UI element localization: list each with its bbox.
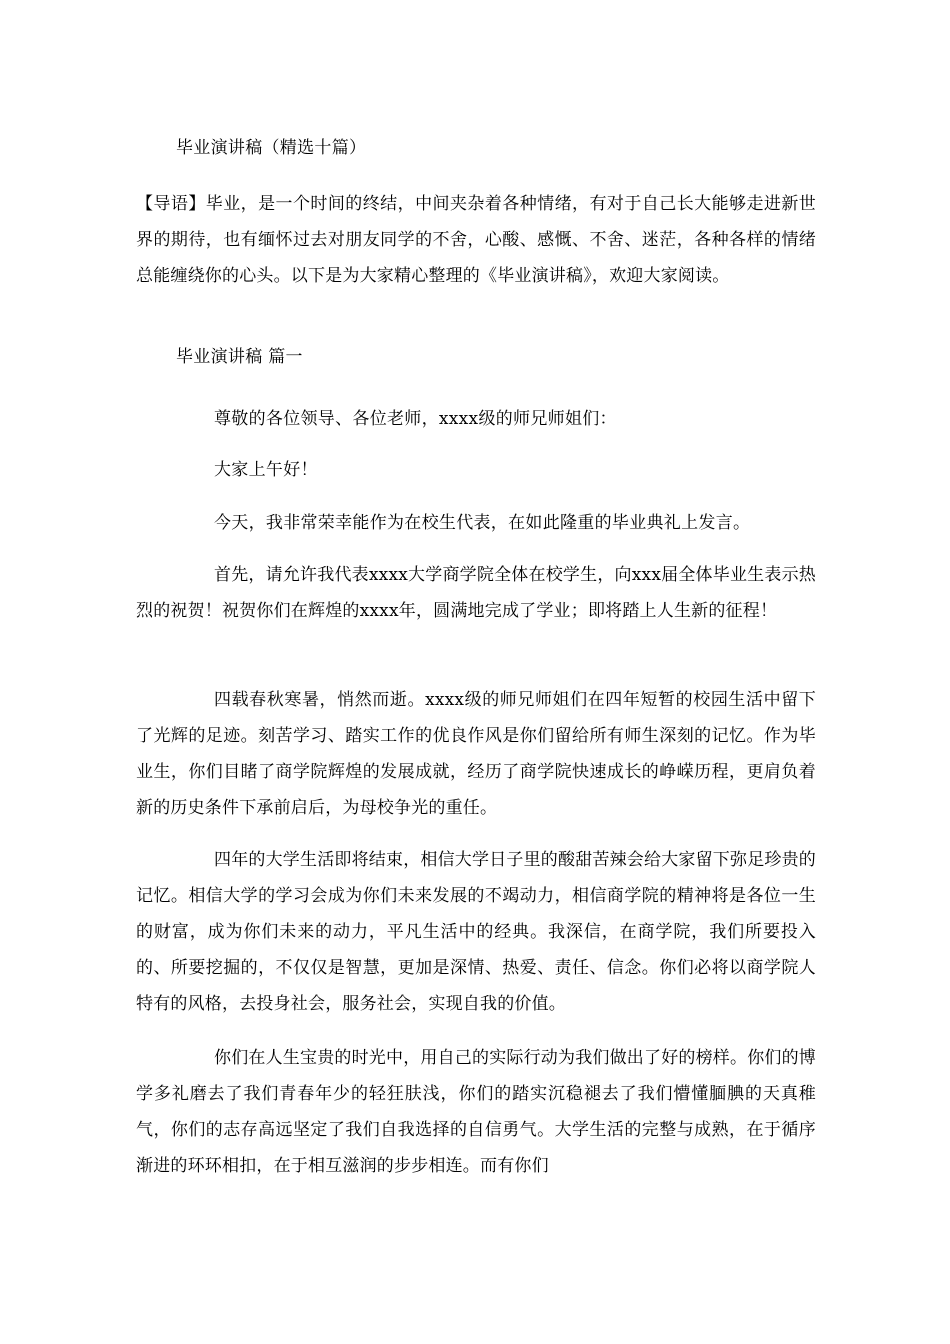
document-title: 毕业演讲稿（精选十篇） [176,138,367,158]
body-paragraph: 今天，我非常荣幸能作为在校生代表，在如此隆重的毕业典礼上发言。 [214,513,751,533]
body-paragraph: 四载春秋寒暑，悄然而逝。xxxx级的师兄师姐们在四年短暂的校园生活中留下了光辉的足迹。刻苦学习、踏实工作的优良作风是你们留给所有师生深刻的记忆。作为毕业生，你们目睹了商学院辉煌的发展成就，经历了商学院快速成长的峥嵘历程，更肩负着新的历史条件下承前启后，为母校争光的重任。 [136,690,816,818]
body-paragraph: 你们在人生宝贵的时光中，用自己的实际行动为我们做出了好的榜样。你们的博学多礼磨去了我们青春年少的轻狂肤浅，你们的踏实沉稳褪去了我们懵懂腼腆的天真稚气，你们的志存高远坚定了我们自我选择的自信勇气。大学生活的完整与成熟，在于循序渐进的环环相扣，在于相互滋润的步步相连。而有你们 [136,1048,816,1176]
body-paragraph: 首先，请允许我代表xxxx大学商学院全体在校学生，向xxx届全体毕业生表示热烈的祝贺！祝贺你们在辉煌的xxxx年，圆满地完成了学业；即将踏上人生新的征程！ [136,565,816,621]
salutation: 尊敬的各位领导、各位老师，xxxx级的师兄师姐们： [214,409,617,429]
section-heading: 毕业演讲稿 篇一 [176,347,303,367]
intro-paragraph: 【导语】毕业，是一个时间的终结，中间夹杂着各种情绪，有对于自己长大能够走进新世界的期待，也有缅怀过去对朋友同学的不舍，心酸、感慨、不舍、迷茫，各种各样的情绪总能缠绕你的心头。以下是为大家精心整理的《毕业演讲稿》，欢迎大家阅读。 [136,194,816,286]
greeting: 大家上午好！ [214,460,318,480]
body-paragraph: 四年的大学生活即将结束，相信大学日子里的酸甜苦辣会给大家留下弥足珍贵的记忆。相信大学的学习会成为你们未来发展的不竭动力，相信商学院的精神将是各位一生的财富，成为你们未来的动力，平凡生活中的经典。我深信，在商学院，我们所要投入的、所要挖掘的，不仅仅是智慧，更加是深情、热爱、责任、信念。你们必将以商学院人特有的风格，去投身社会，服务社会，实现自我的价值。 [136,850,816,1014]
